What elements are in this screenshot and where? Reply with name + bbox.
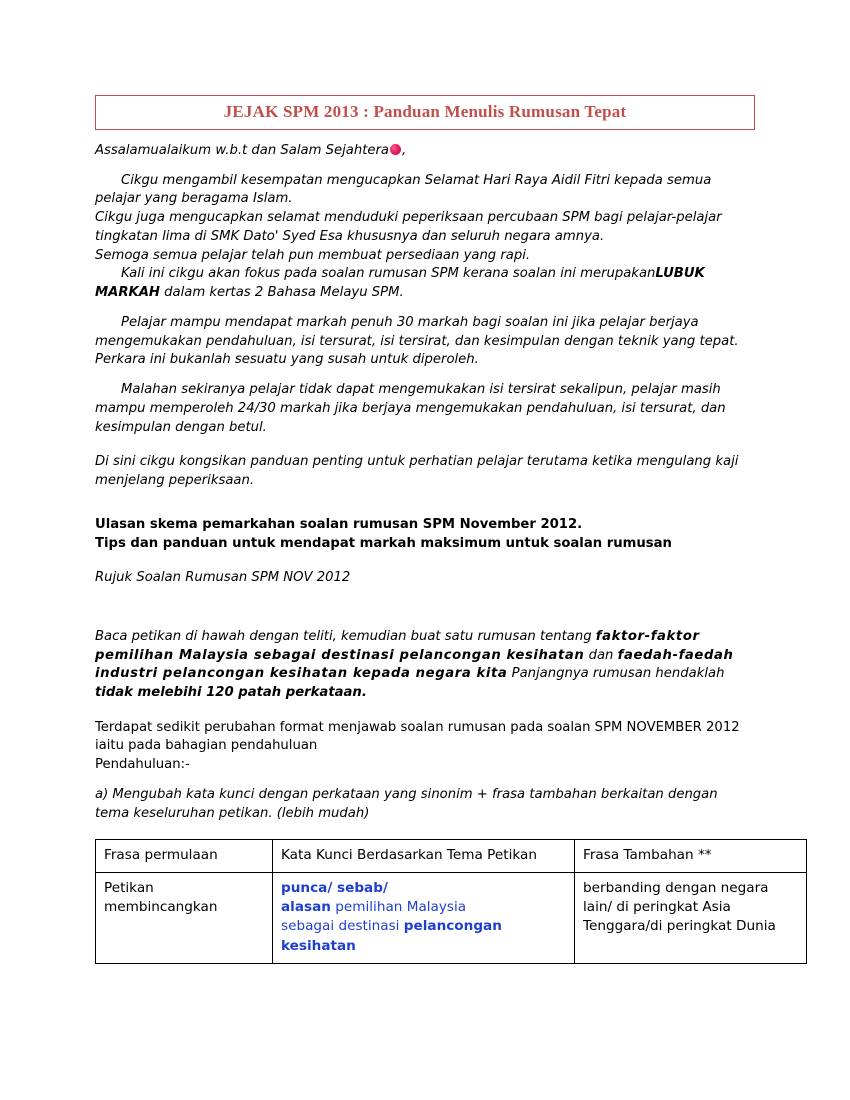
reference-line: Rujuk Soalan Rumusan SPM NOV 2012 bbox=[95, 570, 351, 586]
table-cell-kata-kunci bbox=[273, 873, 575, 963]
paragraph-4 bbox=[95, 265, 755, 302]
kata-kunci-line-2a: alasan bbox=[281, 899, 331, 916]
table-cell-frasa-tambahan: berbanding dengan negara lain/ di peringkat Asia Tenggara/di peringkat Dunia bbox=[575, 873, 807, 963]
kata-kunci-line-2b: pemilihan Malaysia bbox=[330, 899, 467, 916]
kata-kunci-line-4: kesihatan bbox=[281, 937, 356, 954]
paragraph-8: Terdapat sedikit perubahan format menjawab soalan rumusan pada soalan SPM NOVEMBER 2012 iaitu pada bahagian pendahuluan bbox=[95, 719, 740, 754]
paragraph-2: Cikgu juga mengucapkan selamat menduduki peperiksaan percubaan SPM bagi pelajar-pelajar tingkatan lima di SMK Dato' Syed Esa khususnya dan seluruh negara amnya. bbox=[95, 210, 722, 244]
page-title: JEJAK SPM 2013 : Panduan Menulis Rumusan Tepat bbox=[223, 102, 627, 121]
table-header-cell-3: Frasa Tambahan ** bbox=[575, 840, 807, 873]
instruction-paragraph bbox=[95, 628, 755, 703]
table-row bbox=[96, 873, 807, 963]
paragraph-4-highlight: LUBUK MARKAH bbox=[95, 266, 705, 301]
instruction-lead: Baca petikan di hawah dengan teliti, kemudian buat satu rumusan tentang bbox=[95, 628, 596, 644]
greeting-comma: , bbox=[402, 143, 407, 158]
instruction-bold-1: faktor-faktor pemilihan Malaysia sebagai destinasi pelancongan kesihatan bbox=[95, 628, 700, 663]
instruction-bold-3: tidak melebihi 120 patah perkataan. bbox=[95, 684, 367, 700]
kata-kunci-line-1: punca/ sebab/ bbox=[281, 880, 388, 897]
document-title-banner bbox=[95, 95, 755, 130]
paragraph-6: Malahan sekiranya pelajar tidak dapat mengemukakan isi tersirat sekalipun, pelajar masih mampu memperoleh 24/30 markah jika berjaya mengemukakan pendahuluan, isi tersurat, dan kesimpulan dengan betul. bbox=[95, 382, 726, 435]
paragraph-10: a) Mengubah kata kunci dengan perkataan yang sinonim + frasa tambahan berkaitan dengan tema keseluruhan petikan. (lebih mudah) bbox=[95, 786, 718, 821]
instruction-mid-2: Panjangnya rumusan hendaklah bbox=[507, 666, 725, 682]
table-header-row bbox=[96, 840, 807, 873]
table-header-cell-2: Kata Kunci Berdasarkan Tema Petikan bbox=[273, 840, 575, 873]
paragraph-9: Pendahuluan:- bbox=[95, 757, 190, 773]
rose-icon bbox=[390, 144, 401, 155]
pendahuluan-table bbox=[95, 839, 807, 963]
paragraph-5: Pelajar mampu mendapat markah penuh 30 markah bagi soalan ini jika pelajar berjaya mengemukakan pendahuluan, isi tersurat, isi tersirat, dan kesimpulan dengan teknik yang tepat. Perkara ini bukanlah sesuatu yang susah untuk diperoleh. bbox=[95, 314, 739, 368]
greeting-text: Assalamualaikum w.b.t dan Salam Sejahtera bbox=[95, 143, 389, 158]
table-cell-frasa-permulaan: Petikan membincangkan bbox=[96, 873, 273, 963]
kata-kunci-line-3b: pelancongan bbox=[403, 918, 502, 935]
paragraph-4-b: dalam kertas 2 Bahasa Melayu SPM. bbox=[159, 285, 404, 301]
section-heading-2: Tips dan panduan untuk mendapat markah maksimum untuk soalan rumusan bbox=[95, 535, 672, 551]
instruction-bold-2: faedah-faedah industri pelancongan kesihatan kepada negara kita bbox=[95, 647, 734, 682]
paragraph-3: Semoga semua pelajar telah pun membuat persediaan yang rapi. bbox=[95, 247, 531, 263]
paragraph-7: Di sini cikgu kongsikan panduan penting untuk perhatian pelajar terutama ketika mengulang kaji menjelang peperiksaan. bbox=[95, 454, 739, 489]
paragraph-1: Cikgu mengambil kesempatan mengucapkan Selamat Hari Raya Aidil Fitri kepada semua pelajar yang beragama Islam. bbox=[95, 172, 712, 207]
instruction-mid-1: dan bbox=[584, 647, 618, 663]
section-heading-1: Ulasan skema pemarkahan soalan rumusan SPM November 2012. bbox=[95, 516, 583, 532]
paragraph-4-a: Kali ini cikgu akan fokus pada soalan rumusan SPM kerana soalan ini merupakan bbox=[121, 266, 656, 282]
kata-kunci-line-3a: sebagai destinasi bbox=[281, 918, 404, 935]
table-header-cell-1: Frasa permulaan bbox=[96, 840, 273, 873]
section-heading-block bbox=[95, 515, 755, 553]
greeting-line bbox=[95, 142, 755, 161]
